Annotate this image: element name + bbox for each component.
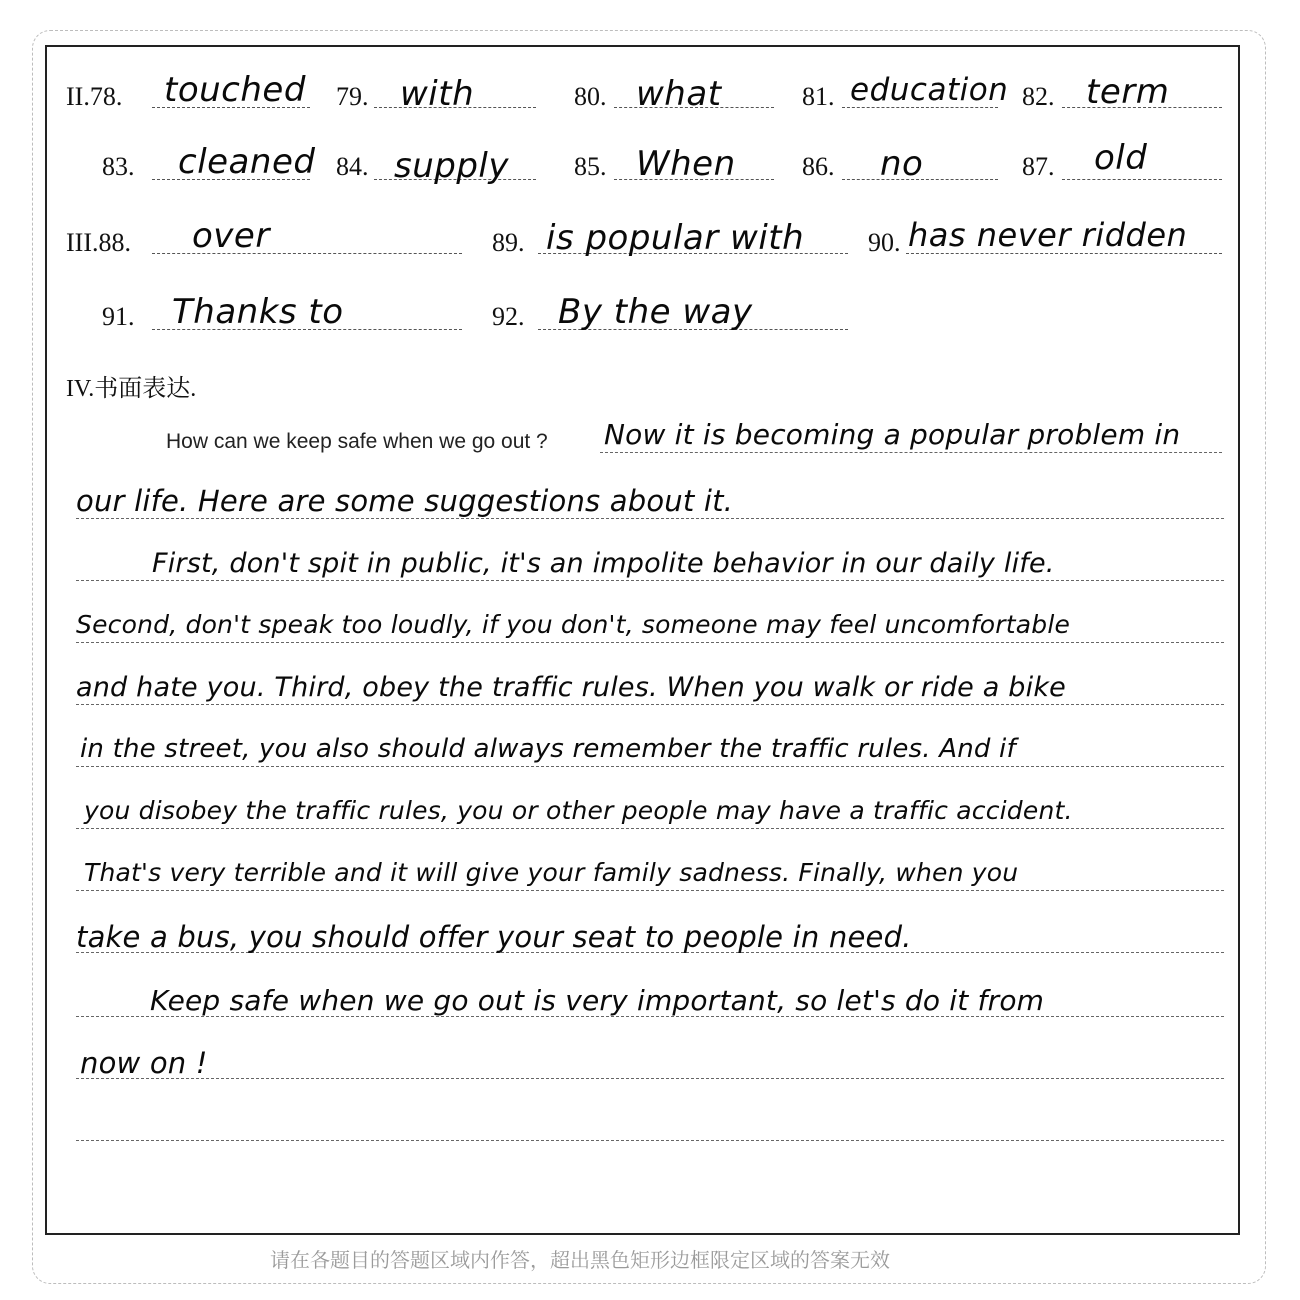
q82-answer: term xyxy=(1086,72,1170,112)
writing-line xyxy=(76,642,1224,643)
q92-label: 92. xyxy=(492,302,525,331)
q81-label: 81. xyxy=(802,82,835,111)
essay-line: Now it is becoming a popular problem in xyxy=(604,418,1181,451)
writing-line xyxy=(76,704,1224,705)
q86-label: 86. xyxy=(802,152,835,181)
q84-answer: supply xyxy=(394,146,509,186)
q91-label: 91. xyxy=(102,302,135,331)
essay-line: Keep safe when we go out is very important, so let's do it from xyxy=(150,984,1045,1017)
q87-answer: old xyxy=(1094,138,1148,178)
writing-line xyxy=(76,828,1224,829)
essay-line: now on ! xyxy=(80,1046,208,1080)
essay-line: take a bus, you should offer your seat to people in need. xyxy=(76,920,912,954)
q85-label: 85. xyxy=(574,152,607,181)
q84-label: 84. xyxy=(336,152,369,181)
q83-answer: cleaned xyxy=(178,142,316,182)
q88-answer: over xyxy=(192,216,270,256)
essay-line: That's very terrible and it will give your family sadness. Finally, when you xyxy=(84,858,1019,887)
q91-answer: Thanks to xyxy=(172,292,344,332)
writing-line xyxy=(76,580,1224,581)
q80-answer: what xyxy=(636,74,722,114)
q89-answer: is popular with xyxy=(546,218,805,258)
q92-answer: By the way xyxy=(558,292,753,332)
q83-label: 83. xyxy=(102,152,135,181)
writing-line xyxy=(76,890,1224,891)
q81-answer: education xyxy=(850,72,1009,108)
writing-line xyxy=(76,1078,1224,1079)
writing-heading: IV.书面表达. xyxy=(66,376,197,402)
q79-label: 79. xyxy=(336,82,369,111)
q86-answer: no xyxy=(880,144,924,184)
q89-label: 89. xyxy=(492,228,525,257)
q78-label: II.78. xyxy=(66,82,123,111)
writing-line xyxy=(76,518,1224,519)
writing-prompt: How can we keep safe when we go out ? xyxy=(166,430,548,453)
q88-label: III.88. xyxy=(66,228,131,257)
essay-line: Second, don't speak too loudly, if you don't, someone may feel uncomfortable xyxy=(76,610,1071,639)
essay-line: in the street, you also should always remember the traffic rules. And if xyxy=(80,734,1016,764)
essay-line: First, don't spit in public, it's an impolite behavior in our daily life. xyxy=(152,548,1055,579)
footer-notice: 请在各题目的答题区域内作答，超出黑色矩形边框限定区域的答案无效 xyxy=(270,1248,890,1272)
writing-line xyxy=(76,766,1224,767)
essay-line: our life. Here are some suggestions about it. xyxy=(76,484,734,518)
q87-label: 87. xyxy=(1022,152,1055,181)
writing-line xyxy=(600,452,1222,453)
writing-line xyxy=(76,1140,1224,1141)
essay-line: you disobey the traffic rules, you or other people may have a traffic accident. xyxy=(84,796,1073,825)
q90-answer: has never ridden xyxy=(908,216,1188,254)
q78-answer: touched xyxy=(164,70,306,110)
q79-answer: with xyxy=(400,74,475,114)
q82-label: 82. xyxy=(1022,82,1055,111)
q85-answer: When xyxy=(636,144,736,184)
essay-line: and hate you. Third, obey the traffic rules. When you walk or ride a bike xyxy=(76,672,1066,703)
q80-label: 80. xyxy=(574,82,607,111)
q90-label: 90. xyxy=(868,228,901,257)
